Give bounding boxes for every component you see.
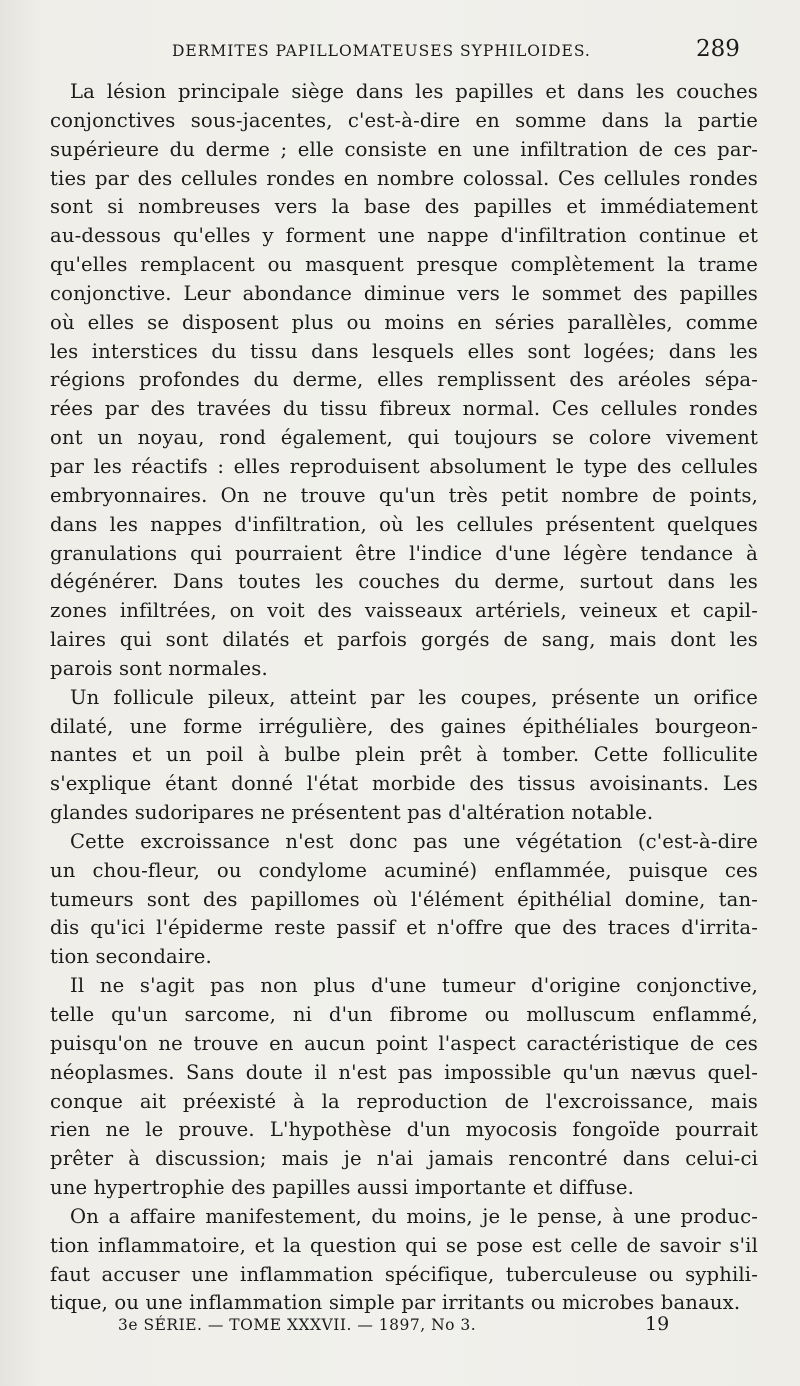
text-line: une hypertrophie des papilles aussi importante et diffuse. xyxy=(50,1176,634,1200)
text-line: faut accuser une inflammation spécifique, tuberculeuse ou syphili- xyxy=(50,1262,758,1286)
text-line: s'explique étant donné l'état morbide des tissus avoisinants. Les xyxy=(50,772,758,796)
footer-series: 3e SÉRIE. — TOME XXXVII. — 1897, No 3. xyxy=(118,1316,477,1334)
text-line: où elles se disposent plus ou moins en séries parallèles, comme xyxy=(50,310,758,334)
page-footer xyxy=(0,1310,800,1344)
text-line: dilaté, une forme irrégulière, des gaines épithéliales bourgeon- xyxy=(50,714,758,738)
text-line: rien ne le prouve. L'hypothèse d'un myocosis fongoïde pourrait xyxy=(50,1118,758,1142)
text-line: régions profondes du derme, elles remplissent des aréoles sépa- xyxy=(50,368,758,392)
text-line: au-dessous qu'elles y forment une nappe d'infiltration continue et xyxy=(50,224,758,248)
running-title: DERMITES PAPILLOMATEUSES SYPHILOIDES. xyxy=(172,42,591,60)
text-line: puisqu'on ne trouve en aucun point l'aspect caractéristique de ces xyxy=(50,1031,758,1055)
text-line: telle qu'un sarcome, ni d'un fibrome ou molluscum enflammé, xyxy=(50,1003,758,1026)
text-body xyxy=(50,78,758,1318)
text-line: conjonctive. Leur abondance diminue vers le sommet des papilles xyxy=(50,281,758,305)
page-number: 289 xyxy=(696,36,740,62)
text-line: glandes sudoripares ne présentent pas d'altération notable. xyxy=(50,801,654,825)
text-line: dis qu'ici l'épiderme reste passif et n'offre que des traces d'irrita- xyxy=(50,916,758,940)
paragraph xyxy=(50,78,758,684)
text-line: dans les nappes d'infiltration, où les cellules présentent quelques xyxy=(50,512,758,536)
text-line: nantes et un poil à bulbe plein prêt à tomber. Cette folliculite xyxy=(50,743,758,767)
text-line: ties par des cellules rondes en nombre colossal. Ces cellules rondes xyxy=(50,166,758,190)
text-line: qu'elles remplacent ou masquent presque complètement la trame xyxy=(50,253,758,277)
text-line: dégénérer. Dans toutes les couches du derme, surtout dans les xyxy=(50,570,758,594)
text-line: conque ait préexisté à la reproduction de l'excroissance, mais xyxy=(50,1089,758,1113)
text-line: Il ne s'agit pas non plus d'une tumeur d'origine conjonctive, xyxy=(70,974,758,998)
text-line: néoplasmes. Sans doute il n'est pas impossible qu'un nævus quel- xyxy=(50,1060,758,1084)
text-line: les interstices du tissu dans lesquels elles sont logées; dans les xyxy=(50,339,758,363)
text-line: La lésion principale siège dans les papilles et dans les couches xyxy=(70,80,758,103)
paragraph xyxy=(50,828,758,972)
text-line: ont un noyau, rond également, qui toujours se colore vivement xyxy=(50,426,758,450)
text-line: par les réactifs : elles reproduisent absolument le type des cellules xyxy=(50,454,758,478)
text-line: tumeurs sont des papillomes où l'élément épithélial domine, tan- xyxy=(50,887,758,911)
text-line: Un follicule pileux, atteint par les coupes, présente un orifice xyxy=(70,685,758,709)
text-line: tion inflammatoire, et la question qui se pose est celle de savoir s'il xyxy=(50,1233,758,1257)
text-line: Cette excroissance n'est donc pas une végétation (c'est-à-dire xyxy=(70,829,758,853)
text-line: granulations qui pourraient être l'indice d'une légère tendance à xyxy=(50,541,758,565)
text-line: un chou-fleur, ou condylome acuminé) enflammée, puisque ces xyxy=(50,858,758,882)
paragraph xyxy=(50,1203,758,1318)
text-line: On a affaire manifestement, du moins, je le pense, à une produc- xyxy=(70,1204,758,1228)
text-line: zones infiltrées, on voit des vaisseaux artériels, veineux et capil- xyxy=(50,599,758,623)
text-line: rées par des travées du tissu fibreux normal. Ces cellules rondes xyxy=(50,397,758,421)
text-line: supérieure du derme ; elle consiste en une infiltration de ces par- xyxy=(50,137,758,161)
footer-signature: 19 xyxy=(645,1313,670,1335)
running-head xyxy=(0,30,800,70)
text-line: sont si nombreuses vers la base des papilles et immédiatement xyxy=(50,195,758,219)
text-line: tion secondaire. xyxy=(50,945,212,969)
text-line: parois sont normales. xyxy=(50,656,268,680)
text-line: tique, ou une inflammation simple par irritants ou microbes banaux. xyxy=(50,1291,741,1315)
text-line: prêter à discussion; mais je n'ai jamais rencontré dans celui-ci xyxy=(50,1147,758,1171)
text-line: conjonctives sous-jacentes, c'est-à-dire en somme dans la partie xyxy=(50,108,758,132)
paragraph xyxy=(50,972,758,1203)
text-line: embryonnaires. On ne trouve qu'un très petit nombre de points, xyxy=(50,483,758,507)
text-line: laires qui sont dilatés et parfois gorgés de sang, mais dont les xyxy=(50,628,758,652)
paragraph xyxy=(50,684,758,828)
